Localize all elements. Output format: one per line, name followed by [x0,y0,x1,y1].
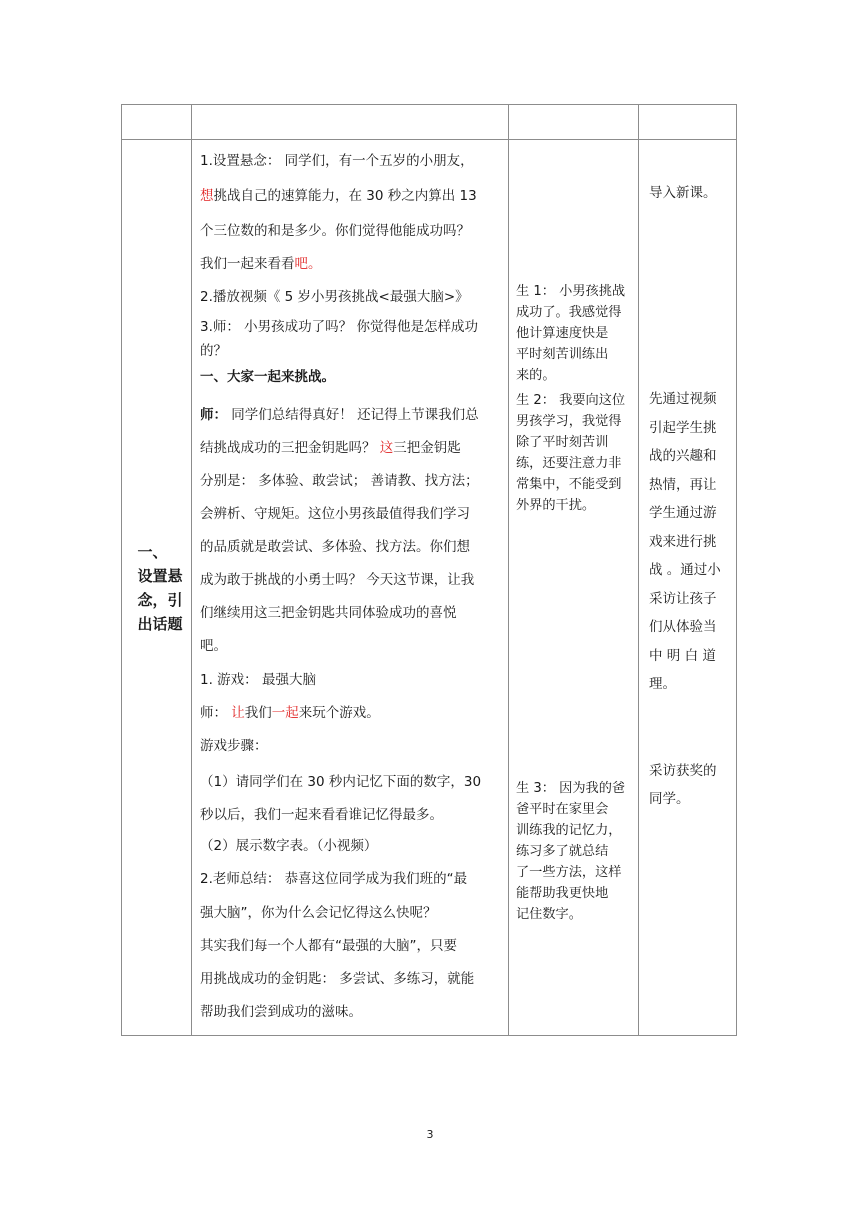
intro-line: 想挑战自己的速算能力，在 30 秒之内算出 13 [200,188,477,204]
activity-heading: 一、大家一起来挑战。 [200,369,335,385]
student-response-1: 生 1： 小男孩挑战 成功了。我感觉得 他计算速度快是 平时刻苦训练出 来的。 [516,284,626,383]
video-line: 2.播放视频《 5 岁小男孩挑战<最强大脑>》 [200,289,469,305]
section-title-line: 出话题 [137,615,183,633]
lesson-plan-table [121,104,737,1036]
row-divider [122,139,736,140]
teacher-talk-line: 会辨析、守规矩。这位小男孩最值得我们学习 [200,506,470,522]
section-title-line: 一、 [137,543,168,561]
summary-line: 其实我们每一个人都有“最强的大脑”，只要 [200,938,457,954]
game-step: （2）展示数字表。（小视频） [200,838,378,854]
column-divider [638,105,639,1035]
section-title-line: 念，引 [137,591,183,609]
section-title-line: 设置悬 [137,567,183,585]
game-step: 秒以后，我们一起来看看谁记忆得最多。 [200,807,443,823]
teacher-question: 3.师： 小男孩成功了吗？ 你觉得他是怎样成功 [200,319,478,335]
note-intro: 导入新课。 [649,185,717,201]
summary-line: 帮助我们尝到成功的滋味。 [200,1004,362,1020]
teacher-talk-line: 分别是： 多体验、敢尝试； 善请教、找方法； [200,473,479,489]
summary-line: 强大脑”，你为什么会记忆得这么快呢？ [200,905,437,921]
note-award: 采访获奖的 同学。 [649,763,717,807]
game-title: 1. 游戏： 最强大脑 [200,672,316,688]
page-number: 3 [426,1128,434,1141]
teacher-talk-line: 成为敢于挑战的小勇士吗？ 今天这节课，让我 [200,572,475,588]
student-response-2: 生 2： 我要向这位 男孩学习，我觉得 除了平时刻苦训 练，还要注意力非 常集中，不能受到 外界的干扰。 [516,393,626,513]
section-title [131,540,182,636]
note-purpose: 先通过视频 引起学生挑 战的兴趣和 热情，再让 学生通过游 戏来进行挑 战 。通过小 采访让孩子 们从体验当 中 明 白 道 理。 [649,391,721,692]
teacher-talk-line: 师： 同学们总结得真好！ 还记得上节课我们总 [200,407,479,423]
intro-line: 个三位数的和是多少。你们觉得他能成功吗？ [200,223,470,239]
student-response-3: 生 3： 因为我的爸 爸平时在家里会 训练我的记忆力， 练习多了就总结 了一些方法，这样 能帮助我更快地 记住数字。 [516,781,626,922]
section-title-cell [122,141,192,1035]
teacher-talk-line: 的品质就是敢尝试、多体验、找方法。你们想 [200,539,470,555]
game-intro: 师： 让我们一起来玩个游戏。 [200,705,380,721]
summary-line: 2.老师总结： 恭喜这位同学成为我们班的“最 [200,871,468,887]
teacher-talk-line: 结挑战成功的三把金钥匙吗？ 这三把金钥匙 [200,440,461,456]
game-steps-title: 游戏步骤： [200,738,268,754]
intro-line: 我们一起来看看吧。 [200,256,322,272]
summary-line: 用挑战成功的金钥匙： 多尝试、多练习，就能 [200,971,475,987]
intro-line: 1.设置悬念： 同学们，有一个五岁的小朋友， [200,153,474,169]
teacher-talk-line: 们继续用这三把金钥匙共同体验成功的喜悦 [200,605,457,621]
column-divider [508,105,509,1035]
teacher-talk-line: 吧。 [200,638,227,654]
game-step: （1）请同学们在 30 秒内记忆下面的数字，30 [200,774,482,790]
teacher-question: 的？ [200,343,227,359]
